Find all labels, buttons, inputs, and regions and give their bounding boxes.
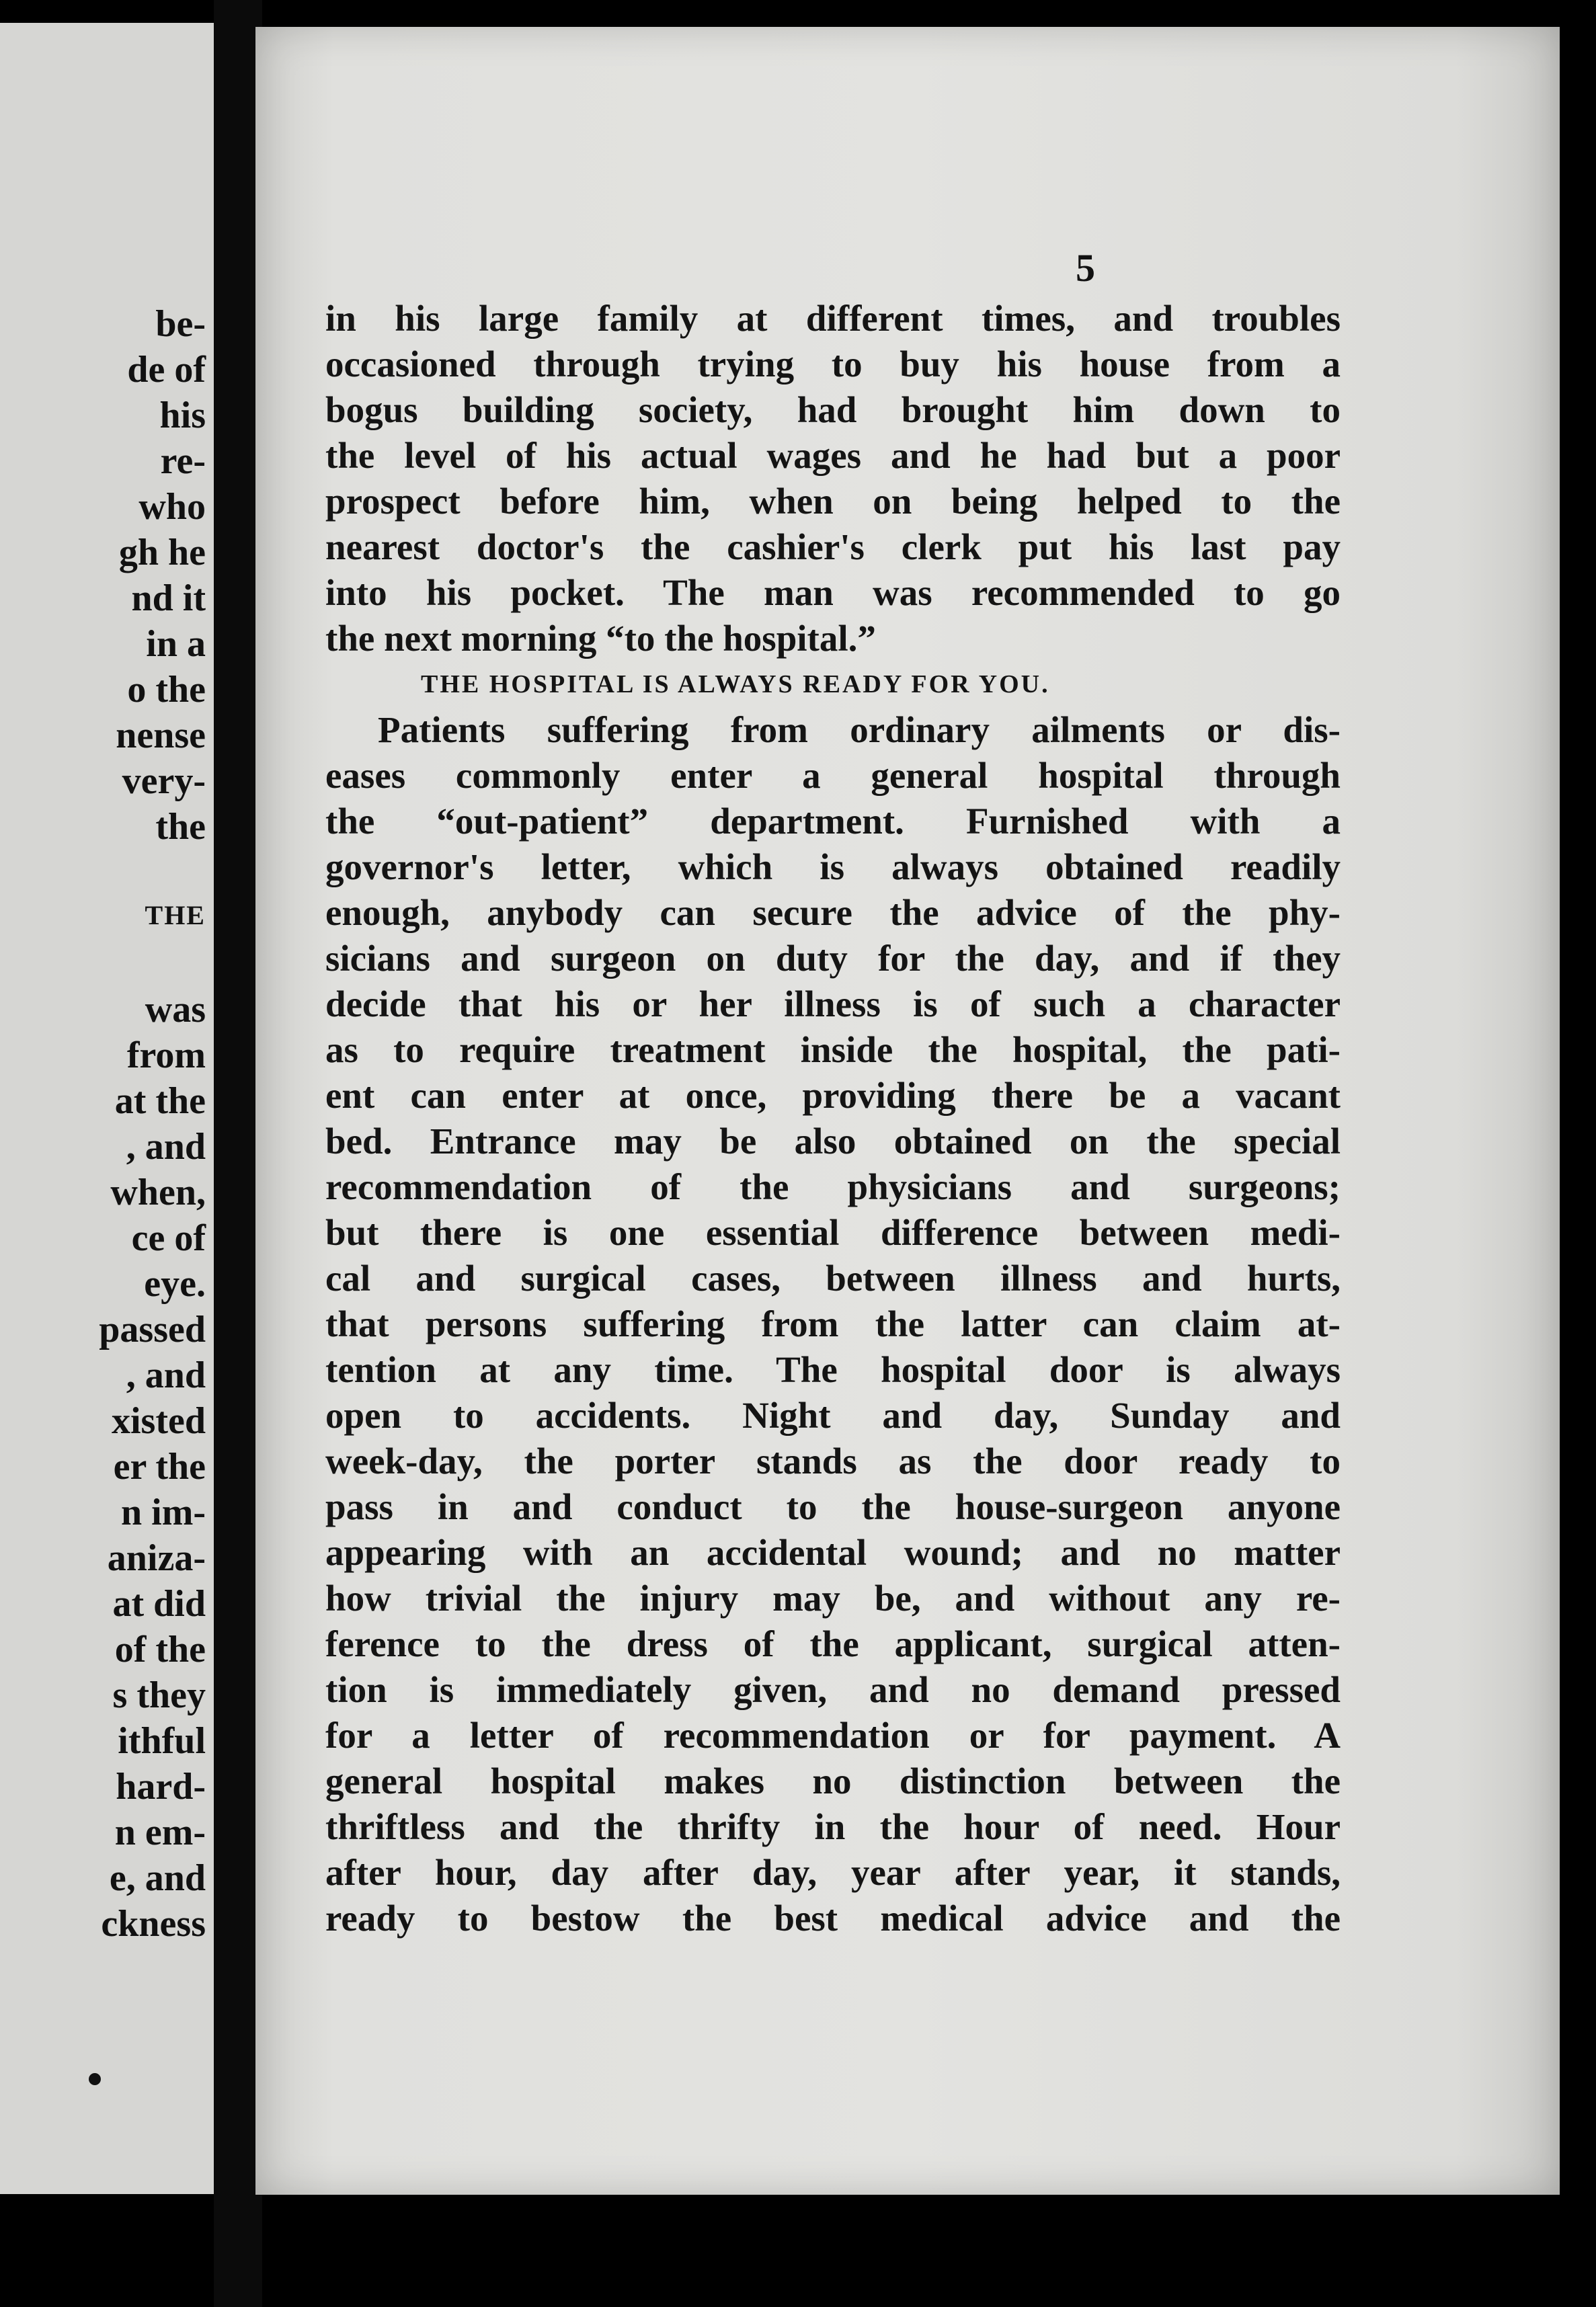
body-text — [325, 296, 1341, 1941]
text-line: pass in and conduct to the house-surgeon anyone — [325, 1486, 1341, 1527]
left-fragment-heading: THE — [145, 900, 206, 930]
left-fragment-line: his — [159, 395, 206, 436]
text-line: ference to the dress of the applicant, surgical atten- — [325, 1623, 1341, 1664]
left-fragment-line: , and — [126, 1126, 206, 1168]
text-line: bogus building society, had brought him down to — [325, 389, 1341, 430]
page-number: 5 — [1076, 246, 1095, 290]
left-fragment-line: nd it — [131, 577, 206, 619]
left-fragment-line: ce of — [131, 1217, 206, 1259]
text-line: the level of his actual wages and he had but a poor — [325, 435, 1341, 476]
left-fragment-line: xisted — [112, 1400, 206, 1442]
text-line: occasioned through trying to buy his house from a — [325, 343, 1341, 384]
text-line: for a letter of recommendation or for payment. A — [325, 1715, 1341, 1756]
text-line: the “out-patient” department. Furnished with a — [325, 801, 1341, 842]
text-line: tention at any time. The hospital door is always — [325, 1349, 1341, 1390]
left-fragment-line: er the — [113, 1446, 206, 1488]
left-fragment-line: from — [126, 1035, 206, 1076]
left-fragment-line: hard- — [116, 1766, 206, 1808]
left-fragment-line: be- — [155, 303, 206, 345]
text-line: general hospital makes no distinction between the — [325, 1760, 1341, 1802]
text-line: sicians and surgeon on duty for the day, and if they — [325, 938, 1341, 979]
text-line: recommendation of the physicians and surgeons; — [325, 1166, 1341, 1207]
text-line: ready to bestow the best medical advice and the — [325, 1898, 1341, 1939]
left-fragment-line: the — [155, 806, 206, 848]
left-fragment-line: n em- — [114, 1812, 206, 1853]
left-fragment-line: who — [138, 486, 206, 528]
text-line: how trivial the injury may be, and without any re- — [325, 1578, 1341, 1619]
left-fragment-line: ckness — [101, 1903, 206, 1945]
text-line: decide that his or her illness is of such a character — [325, 983, 1341, 1024]
text-line: cal and surgical cases, between illness and hurts, — [325, 1258, 1341, 1299]
text-line: week-day, the porter stands as the door ready to — [325, 1441, 1341, 1482]
text-line: open to accidents. Night and day, Sunday and — [325, 1395, 1341, 1436]
ink-speck — [89, 2073, 101, 2085]
left-fragment-line: very- — [122, 760, 206, 802]
section-heading: THE HOSPITAL IS ALWAYS READY FOR YOU. — [421, 670, 1050, 698]
left-fragment-line: eye. — [144, 1263, 206, 1305]
text-line: prospect before him, when on being helped to the — [325, 481, 1341, 522]
left-fragment-line: e, and — [109, 1857, 206, 1899]
text-line: but there is one essential difference between medi- — [325, 1212, 1341, 1253]
left-fragment-line: passed — [99, 1309, 206, 1350]
text-line: bed. Entrance may be also obtained on the special — [325, 1121, 1341, 1162]
left-fragment-line: at the — [114, 1080, 206, 1122]
text-line: appearing with an accidental wound; and no matter — [325, 1532, 1341, 1573]
left-fragment-line: n im- — [121, 1492, 206, 1533]
text-line: ent can enter at once, providing there be a vacant — [325, 1075, 1341, 1116]
text-line: in his large family at different times, and troubles — [325, 298, 1341, 339]
left-fragment-line: when, — [110, 1172, 206, 1213]
text-line: enough, anybody can secure the advice of the phy- — [325, 892, 1341, 933]
text-line: as to require treatment inside the hospital, the pati- — [325, 1029, 1341, 1070]
text-line: nearest doctor's the cashier's clerk put his last pay — [325, 526, 1341, 567]
left-fragment-line: of the — [114, 1629, 206, 1670]
left-fragment-line: s they — [112, 1674, 206, 1716]
text-line: tion is immediately given, and no demand pressed — [325, 1669, 1341, 1710]
left-fragment-line: aniza- — [107, 1537, 206, 1579]
text-line: that persons suffering from the latter can claim at- — [325, 1303, 1341, 1344]
left-fragment-line: nense — [116, 715, 206, 756]
text-line: Patients suffering from ordinary ailments or dis- — [378, 709, 1341, 750]
left-fragment-line: at did — [112, 1583, 206, 1625]
left-fragment-line: o the — [127, 669, 206, 711]
text-line: the next morning “to the hospital.” — [325, 618, 876, 659]
left-fragment-line: in a — [146, 623, 206, 665]
text-line: thriftless and the thrifty in the hour of need. Hour — [325, 1806, 1341, 1847]
text-line: after hour, day after day, year after year, it stands, — [325, 1852, 1341, 1893]
left-fragment-line: gh he — [118, 532, 206, 573]
left-fragment-line: re- — [160, 440, 206, 482]
text-line: governor's letter, which is always obtained readily — [325, 846, 1341, 887]
left-fragment-line: de of — [127, 349, 206, 391]
text-line: eases commonly enter a general hospital through — [325, 755, 1341, 796]
left-page-fragment — [0, 23, 214, 2194]
text-line: into his pocket. The man was recommended to go — [325, 572, 1341, 613]
left-fragment-line: , and — [126, 1354, 206, 1396]
left-fragment-line: ithful — [118, 1720, 206, 1762]
left-fragment-line: was — [145, 989, 206, 1030]
